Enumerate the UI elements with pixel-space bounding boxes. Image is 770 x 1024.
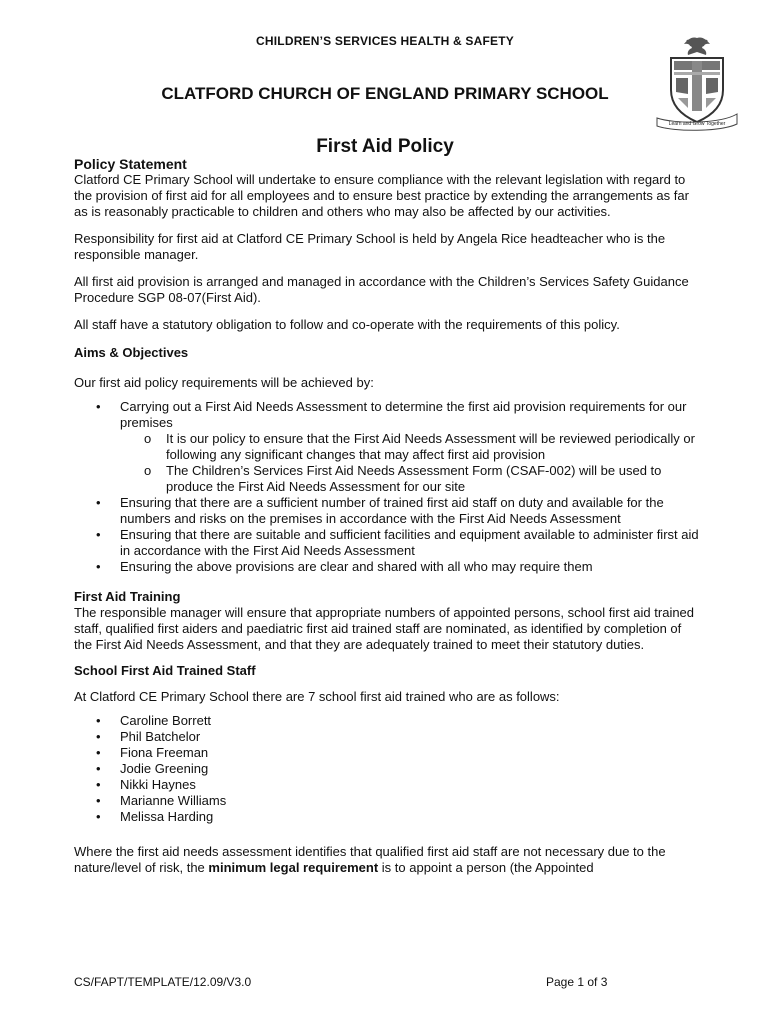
staff-list	[74, 713, 700, 825]
list-item: • Marianne Williams	[74, 793, 700, 809]
list-item: o It is our policy to ensure that the First Aid Needs Assessment will be reviewed periodically or following any significant changes that may affect first aid provision	[120, 431, 700, 463]
list-item: o The Children’s Services First Aid Needs Assessment Form (CSAF-002) will be used to produce the First Aid Needs Assessment for our site	[120, 463, 700, 495]
policy-paragraph-1: Clatford CE Primary School will undertake to ensure compliance with the relevant legislation with regard to the provision of first aid for all employees and to ensure best practice by extending the arrangements as far as is reasonably practicable to children and others who may also be affected by our activities.	[74, 172, 689, 219]
document-title: First Aid Policy	[316, 136, 454, 157]
policy-paragraph-2: Responsibility for first aid at Clatford CE Primary School is held by Angela Rice headteacher who is the responsible manager.	[74, 231, 666, 262]
aims-list	[74, 399, 700, 575]
aims-heading: Aims & Objectives	[74, 345, 189, 360]
policy-paragraph-3: All first aid provision is arranged and managed in accordance with the Children’s Services Safety Guidance Procedure SGP 08-07(First Aid).	[74, 274, 689, 305]
school-crest-logo	[654, 34, 740, 132]
staff-intro: At Clatford CE Primary School there are 7 school first aid trained who are as follows:	[74, 689, 560, 704]
list-item: • Melissa Harding	[74, 809, 700, 825]
department-header: CHILDREN’S SERVICES HEALTH & SAFETY	[256, 34, 514, 48]
footer-reference: CS/FAPT/TEMPLATE/12.09/V3.0	[74, 975, 252, 989]
list-item: • Ensuring that there are a sufficient number of trained first aid staff on duty and available for the numbers and risks on the premises in accordance with the First Aid Needs Assessment	[74, 495, 700, 527]
training-heading: First Aid Training	[74, 589, 181, 604]
aims-intro: Our first aid policy requirements will be achieved by:	[74, 375, 374, 390]
list-item: • Ensuring that there are suitable and sufficient facilities and equipment available to administer first aid in accordance with the First Aid Needs Assessment	[74, 527, 700, 559]
aims-sublist	[120, 431, 700, 495]
list-item: • Nikki Haynes	[74, 777, 700, 793]
school-name: CLATFORD CHURCH OF ENGLAND PRIMARY SCHOOL	[161, 84, 609, 103]
policy-paragraph-4: All staff have a statutory obligation to follow and co-operate with the requirements of this policy.	[74, 317, 620, 332]
svg-text:Learn and Grow Together: Learn and Grow Together	[668, 121, 726, 127]
list-item: • Phil Batchelor	[74, 729, 700, 745]
list-item: • Jodie Greening	[74, 761, 700, 777]
list-item: • Fiona Freeman	[74, 745, 700, 761]
closing-paragraph: Where the first aid needs assessment identifies that qualified first aid staff are not necessary due to the nature/level of risk, the minimum legal requirement is to appoint a person (the Appointed	[74, 844, 666, 875]
minimum-legal-requirement: minimum legal requirement	[208, 860, 379, 875]
training-paragraph: The responsible manager will ensure that appropriate numbers of appointed persons, school first aid trained staff, qualified first aiders and paediatric first aid trained staff are nominated, as identified by completion of the First Aid Needs Assessment, and that they are adequately trained to meet their statutory duties.	[74, 605, 695, 652]
page-number: Page 1 of 3	[546, 975, 608, 989]
document-body	[74, 156, 700, 876]
list-item: • Carrying out a First Aid Needs Assessment to determine the first aid provision requirements for our premises o It is our policy to ensure that the First Aid Needs Assessment will be reviewed periodically or following any significant changes that may affect first aid provision o The Children’s Services First Aid Needs Assessment Form (CSAF-002) will be used to produce the First Aid Needs Assessment for our site	[74, 399, 700, 495]
list-item: • Ensuring the above provisions are clear and shared with all who may require them	[74, 559, 700, 575]
staff-heading: School First Aid Trained Staff	[74, 663, 256, 678]
list-item: • Caroline Borrett	[74, 713, 700, 729]
policy-statement-heading: Policy Statement	[74, 156, 187, 172]
